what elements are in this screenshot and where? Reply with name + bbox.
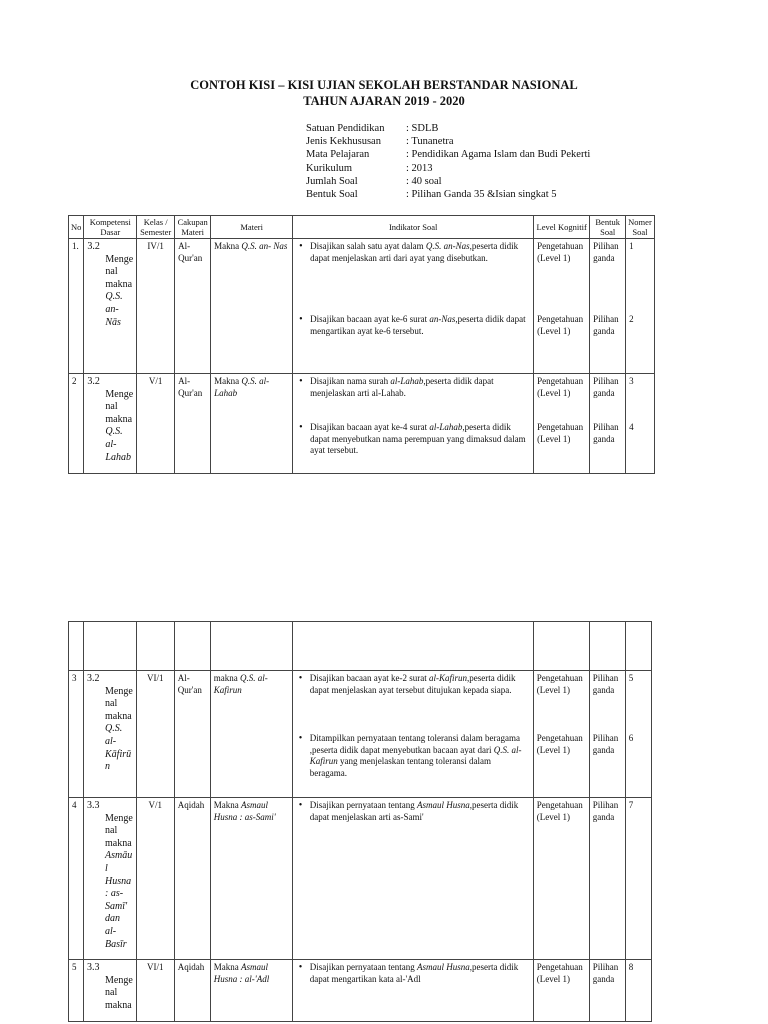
info-label: Jumlah Soal	[306, 175, 358, 187]
info-value: : Tunanetra	[406, 136, 454, 148]
cell-nomer: 8	[625, 960, 651, 1022]
cell-nomer	[625, 671, 651, 798]
info-row	[306, 162, 590, 175]
cell-materi	[210, 671, 292, 798]
level-value: Pengetahuan (Level 1)	[536, 733, 583, 755]
cell-indikator	[292, 798, 533, 960]
materi-italic: Q.S. al- Kafirun	[213, 673, 268, 695]
cell-level	[534, 374, 590, 474]
cell-cakupan: Al- Qur'an	[175, 374, 211, 474]
document-title-line2: TAHUN AJARAN 2019 - 2020	[303, 94, 465, 108]
cell-kelas: V/1	[136, 798, 174, 960]
cell-indikator	[292, 671, 533, 798]
cell-cakupan: Aqidah	[174, 798, 210, 960]
document-title-line1: CONTOH KISI – KISI UJIAN SEKOLAH BERSTANDAR NASIONAL	[190, 78, 578, 92]
header-cakupan-materi: Cakupan Materi	[175, 216, 211, 239]
indikator-item: • Ditampilkan pernyataan tentang toleransi dalam beragama ,peserta didik dapat menyebutkan bacaan ayat dari Q.S. al-Kafirun yang menjelaskan tentang toleransi dalam beragama.	[310, 733, 530, 779]
cell-kompetensi-dasar	[84, 960, 137, 1022]
cell-kompetensi-dasar	[84, 798, 137, 960]
info-row	[306, 135, 590, 148]
kd-code: 3.3	[87, 800, 100, 811]
header-bentuk-soal: Bentuk Soal	[590, 216, 626, 239]
cell-no: 1.	[69, 239, 84, 374]
cell-nomer: 7	[625, 798, 651, 960]
cell-indikator	[293, 374, 534, 474]
bentuk-value: Pilihan ganda	[593, 314, 619, 336]
cell-kompetensi-dasar	[84, 374, 137, 474]
cell-bentuk	[590, 239, 626, 374]
materi-italic: Asmaul Husna : al-'Adl	[213, 962, 270, 984]
cell-bentuk	[590, 374, 626, 474]
bentuk-value: Pilihan ganda	[593, 241, 619, 263]
header-no: No	[69, 216, 84, 239]
indikator-item: • Disajikan bacaan ayat ke-2 surat al-Kafirun,peserta didik dapat menjelaskan ayat tersebut ditujukan kepada siapa.	[310, 673, 530, 733]
cell-cakupan: Al- Qur'an	[175, 239, 211, 374]
cell-nomer	[626, 239, 655, 374]
kd-code: 3.2	[87, 376, 100, 387]
table-row	[69, 798, 652, 960]
kd-italic: Q.S. al- Kāfirū n	[105, 723, 132, 773]
level-value: Pengetahuan (Level 1)	[537, 422, 584, 444]
bentuk-value: Pilihan ganda	[592, 673, 619, 695]
cell-cakupan: Aqidah	[174, 960, 210, 1022]
header-nomer-soal: Nomer Soal	[626, 216, 655, 239]
bentuk-value: Pilihan ganda	[593, 422, 619, 444]
kisi-table-page2	[68, 621, 652, 1022]
header-level-kognitif: Level Kognitif	[534, 216, 590, 239]
cell-no: 2	[69, 374, 84, 474]
cell-bentuk: Pilihan ganda	[589, 798, 625, 960]
header-kelas-semester: Kelas / Semester	[137, 216, 175, 239]
info-block	[306, 122, 590, 201]
kd-code: 3.2	[87, 673, 100, 684]
cell-level	[533, 671, 589, 798]
info-label: Kurikulum	[306, 162, 353, 174]
info-value: : Pilihan Ganda 35 &Isian singkat 5	[406, 189, 557, 201]
cell-nomer	[626, 374, 655, 474]
cell-kelas: IV/1	[137, 239, 175, 374]
info-value: : Pendidikan Agama Islam dan Budi Pekerti	[406, 149, 591, 161]
materi-italic: Asmaul Husna : as-Sami'	[213, 800, 276, 822]
info-row	[306, 188, 590, 201]
header-materi: Materi	[211, 216, 293, 239]
cell-indikator	[292, 960, 533, 1022]
table-row	[69, 960, 652, 1022]
cell-kelas: VI/1	[136, 671, 174, 798]
cell-kelas: VI/1	[136, 960, 174, 1022]
materi-plain: Makna	[213, 800, 239, 810]
indikator-item: • Disajikan pernyataan tentang Asmaul Husna,peserta didik dapat menjelaskan arti as-Sami'	[310, 800, 530, 823]
header-indikator-soal: Indikator Soal	[293, 216, 534, 239]
nomer-value: 1	[629, 241, 634, 251]
info-label: Bentuk Soal	[306, 189, 358, 201]
kd-code: 3.2	[87, 241, 100, 252]
materi-plain: Makna	[213, 962, 239, 972]
info-value: : 2013	[406, 162, 433, 174]
info-row	[306, 175, 590, 188]
kd-italic: Asmāu l Husna : as- Samī' dan al- Basīr	[105, 850, 133, 950]
table-header-row	[69, 216, 655, 239]
cell-cakupan: Al- Qur'an	[174, 671, 210, 798]
nomer-value: 2	[629, 314, 634, 324]
cell-level: Pengetahuan (Level 1)	[533, 798, 589, 960]
indikator-item: • Disajikan salah satu ayat dalam Q.S. an-Nas,peserta didik dapat menjelaskan arti dari ayat yang disebutkan.	[310, 241, 530, 314]
info-value: : SDLB	[406, 123, 439, 134]
cell-level	[534, 239, 590, 374]
cell-kompetensi-dasar	[84, 239, 137, 374]
cell-no: 4	[69, 798, 84, 960]
cell-no: 5	[69, 960, 84, 1022]
materi-italic: Q.S. al- Lahab	[214, 376, 270, 398]
level-value: Pengetahuan (Level 1)	[537, 241, 584, 263]
kd-code: 3.3	[87, 962, 100, 973]
table-empty-row	[69, 622, 652, 671]
level-value: Pengetahuan (Level 1)	[536, 673, 583, 695]
info-label: Satuan Pendidikan	[306, 123, 385, 134]
indikator-item: • Disajikan bacaan ayat ke-6 surat an-Nas,peserta didik dapat mengartikan ayat ke-6 tersebut.	[310, 314, 530, 337]
table-row	[69, 374, 655, 474]
cell-bentuk	[589, 671, 625, 798]
nomer-value: 4	[629, 422, 634, 432]
materi-italic: Q.S. an- Nas	[241, 241, 288, 251]
cell-materi	[210, 798, 292, 960]
cell-kelas: V/1	[137, 374, 175, 474]
bentuk-value: Pilihan ganda	[592, 733, 619, 755]
materi-plain: Makna	[214, 376, 240, 386]
indikator-item: • Disajikan pernyataan tentang Asmaul Husna,peserta didik dapat mengartikan kata al-'Adl	[310, 962, 530, 985]
info-label: Mata Pelajaran	[306, 149, 370, 161]
table-row	[69, 671, 652, 798]
cell-bentuk: Pilihan ganda	[589, 960, 625, 1022]
bentuk-value: Pilihan ganda	[593, 376, 619, 398]
header-kompetensi-dasar: Kompetensi Dasar	[84, 216, 137, 239]
kd-text: Menge nal makna	[105, 974, 133, 1011]
kd-text: Menge nal makna	[105, 253, 134, 290]
materi-plain: Makna	[214, 241, 240, 251]
info-label: Jenis Kekhususan	[306, 136, 381, 148]
cell-kompetensi-dasar	[84, 671, 137, 798]
cell-no: 3	[69, 671, 84, 798]
nomer-value: 3	[629, 376, 634, 386]
cell-indikator	[293, 239, 534, 374]
kd-text: Menge nal makna	[105, 685, 133, 722]
nomer-value: 6	[628, 733, 634, 743]
nomer-value: 5	[628, 673, 634, 683]
materi-plain: makna	[213, 673, 238, 683]
cell-level: Pengetahuan (Level 1)	[533, 960, 589, 1022]
kd-text: Menge nal makna	[105, 388, 134, 425]
indikator-item: • Disajikan bacaan ayat ke-4 surat al-Lahab,peserta didik dapat menyebutkan nama perempuan yang dimaksud dalam ayat tersebut.	[310, 422, 530, 457]
kd-text: Menge nal makna	[105, 812, 133, 849]
level-value: Pengetahuan (Level 1)	[537, 376, 584, 398]
cell-materi	[210, 960, 292, 1022]
info-row	[306, 148, 590, 161]
kisi-table-page1	[68, 215, 655, 474]
cell-materi	[211, 239, 293, 374]
info-value: : 40 soal	[406, 175, 442, 187]
kd-italic: Q.S. al- Lahab	[105, 426, 131, 463]
table-row	[69, 239, 655, 374]
kd-italic: Q.S. an- Nās	[105, 291, 123, 328]
info-row	[306, 122, 590, 135]
level-value: Pengetahuan (Level 1)	[537, 314, 584, 336]
cell-materi	[211, 374, 293, 474]
indikator-item: • Disajikan nama surah al-Lahab,peserta didik dapat menjelaskan arti al-Lahab.	[310, 376, 530, 422]
